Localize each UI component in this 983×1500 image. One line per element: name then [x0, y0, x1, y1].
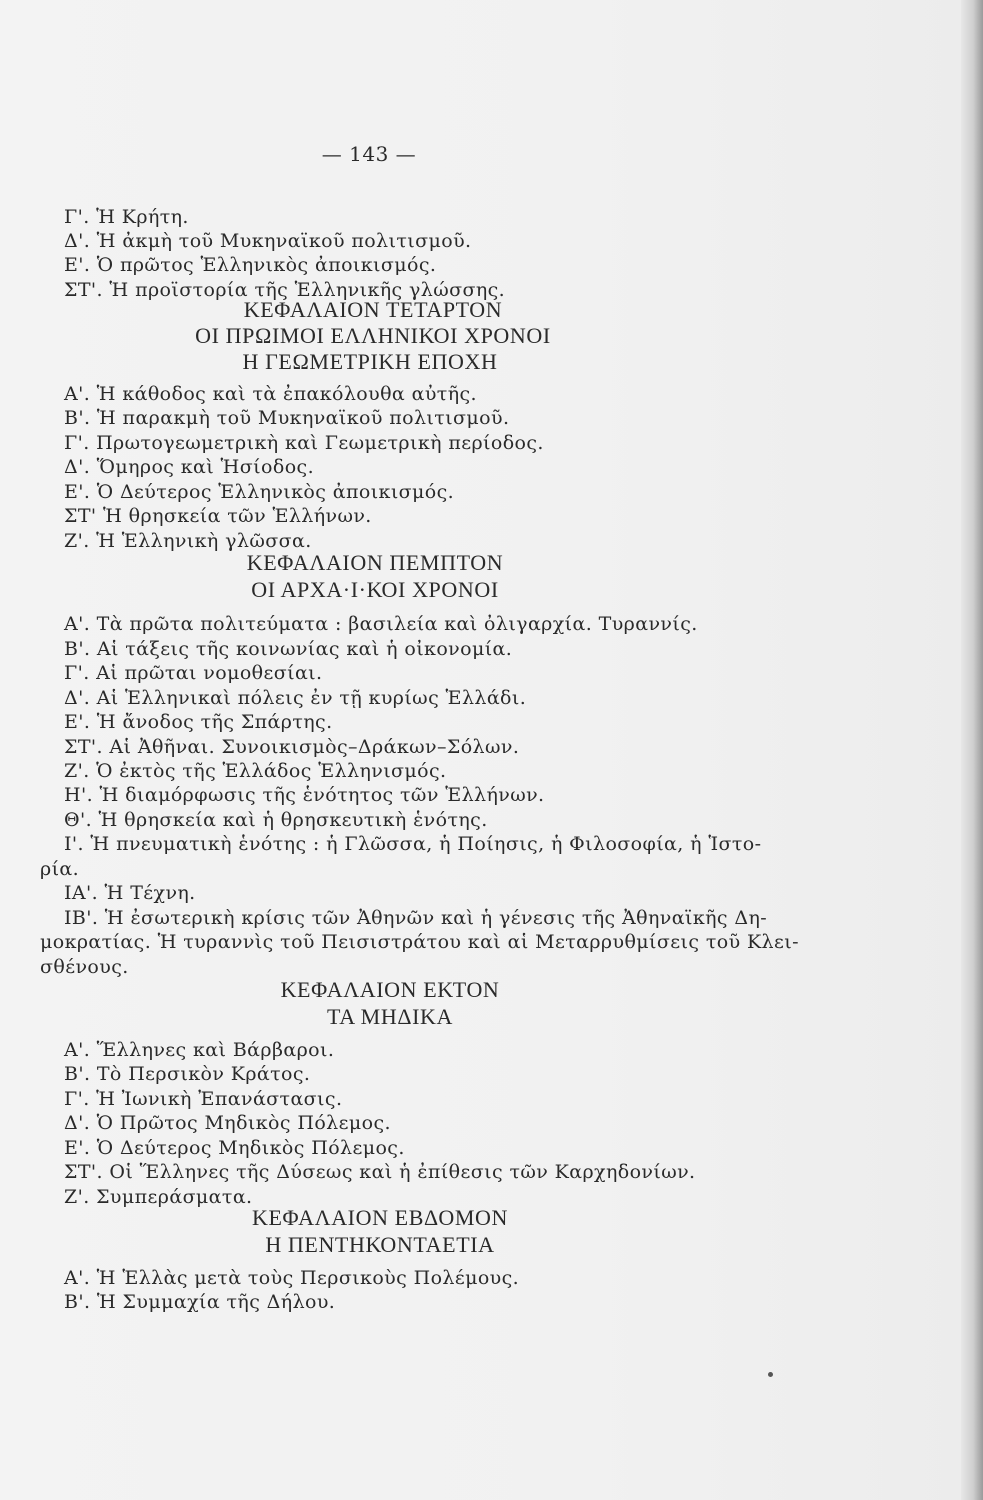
toc-entry: Ε'. Ἡ ἄνοδος τῆς Σπάρτης. [64, 711, 333, 733]
toc-entry: Α'. Ἡ κάθοδος καὶ τὰ ἐπακόλουθα αὐτῆς. [64, 383, 477, 405]
toc-entry: Δ'. Αἱ Ἑλληνικαὶ πόλεις ἐν τῇ κυρίως Ἑλλάδι. [64, 687, 527, 709]
toc-entry-continuation: σθένους. [40, 956, 129, 978]
toc-entry: ΙΒ'. Ἡ ἐσωτερικὴ κρίσις τῶν Ἀθηνῶν καὶ ἡ γένεσις τῆς Ἀθηναϊκῆς Δη- [64, 907, 768, 929]
print-speck [768, 1372, 773, 1377]
chapter-subheading: Η ΓΕΩΜΕΤΡΙΚΗ ΕΠΟΧΗ [242, 349, 498, 374]
toc-entry: Ι'. Ἡ πνευματικὴ ἑνότης : ἡ Γλῶσσα, ἡ Ποίησις, ἡ Φιλοσοφία, ἡ Ἱστο- [64, 833, 762, 855]
toc-entry: Η'. Ἡ διαμόρφωσις τῆς ἑνότητος τῶν Ἑλλήνων. [64, 784, 545, 806]
toc-entry: Θ'. Ἡ θρησκεία καὶ ἡ θρησκευτικὴ ἑνότης. [64, 809, 488, 831]
toc-entry: ΣΤ'. Ἡ προϊστορία τῆς Ἑλληνικῆς γλώσσης. [64, 279, 506, 301]
toc-entry: Ζ'. Ἡ Ἑλληνικὴ γλῶσσα. [64, 530, 312, 552]
toc-entry: Γ'. Αἱ πρῶται νομοθεσίαι. [64, 662, 323, 684]
toc-entry-continuation: ρία. [40, 858, 80, 880]
chapter-subheading: ΤΑ ΜΗΔΙΚΑ [327, 1004, 453, 1029]
chapter-heading: ΚΕΦΑΛΑΙΟΝ ΠΕΜΠΤΟΝ [246, 550, 504, 575]
chapter-subheading: ΟΙ ΑΡΧΑ·Ι·ΚΟΙ ΧΡΟΝΟΙ [251, 577, 499, 602]
page-edge-shadow [961, 0, 983, 1500]
toc-entry: Β'. Ἡ Συμμαχία τῆς Δήλου. [64, 1291, 336, 1313]
toc-entry: Β'. Τὸ Περσικὸν Κράτος. [64, 1063, 311, 1085]
toc-entry: Α'. Τὰ πρῶτα πολιτεύματα : βασιλεία καὶ ὀλιγαρχία. Τυραννίς. [64, 613, 698, 635]
page-number: — 143 — [321, 142, 417, 166]
toc-entry: Γ'. Ἡ Ἰωνικὴ Ἐπανάστασις. [64, 1088, 343, 1110]
toc-entry: ΣΤ' Ἡ θρησκεία τῶν Ἑλλήνων. [64, 505, 372, 527]
chapter-heading: ΚΕΦΑΛΑΙΟΝ ΕΒΔΟΜΟΝ [252, 1205, 508, 1230]
chapter-subheading: ΟΙ ΠΡΩΙΜΟΙ ΕΛΛΗΝΙΚΟΙ ΧΡΟΝΟΙ [195, 323, 551, 348]
toc-entry: Ε'. Ὁ πρῶτος Ἑλληνικὸς ἀποικισμός. [64, 254, 437, 276]
toc-entry: Δ'. Ὅμηρος καὶ Ἡσίοδος. [64, 456, 315, 478]
chapter-heading: ΚΕΦΑΛΑΙΟΝ ΤΕΤΑΡΤΟΝ [243, 297, 503, 322]
chapter-heading: ΚΕΦΑΛΑΙΟΝ ΕΚΤΟΝ [280, 977, 500, 1002]
toc-entry: Γ'. Πρωτογεωμετρικὴ καὶ Γεωμετρικὴ περίοδος. [64, 432, 544, 454]
chapter-subheading: Η ΠΕΝΤΗΚΟΝΤΑΕΤΙΑ [265, 1232, 495, 1257]
toc-entry: ΣΤ'. Οἱ Ἕλληνες τῆς Δύσεως καὶ ἡ ἐπίθεσις τῶν Καρχηδονίων. [64, 1161, 696, 1183]
toc-entry: Β'. Αἱ τάξεις τῆς κοινωνίας καὶ ἡ οἰκονομία. [64, 638, 513, 660]
toc-entry: Ζ'. Συμπεράσματα. [64, 1186, 253, 1208]
toc-entry: Α'. Ἡ Ἑλλὰς μετὰ τοὺς Περσικοὺς Πολέμους. [64, 1267, 520, 1289]
toc-entry: Ζ'. Ὁ ἐκτὸς τῆς Ἑλλάδος Ἑλληνισμός. [64, 760, 447, 782]
toc-entry: ΙΑ'. Ἡ Τέχνη. [64, 882, 196, 904]
toc-entry-continuation: μοκρατίας. Ἡ τυραννὶς τοῦ Πεισιστράτου καὶ αἱ Μεταρρυθμίσεις τοῦ Κλει- [40, 931, 799, 953]
toc-entry: Δ'. Ἡ ἀκμὴ τοῦ Μυκηναϊκοῦ πολιτισμοῦ. [64, 230, 472, 252]
toc-entry: Ε'. Ὁ Δεύτερος Ἑλληνικὸς ἀποικισμός. [64, 481, 455, 503]
toc-entry: Δ'. Ὁ Πρῶτος Μηδικὸς Πόλεμος. [64, 1112, 391, 1134]
toc-entry: Γ'. Ἡ Κρήτη. [64, 206, 189, 228]
toc-entry: Ε'. Ὁ Δεύτερος Μηδικὸς Πόλεμος. [64, 1137, 405, 1159]
toc-entry: ΣΤ'. Αἱ Ἀθῆναι. Συνοικισμὸς–Δράκων–Σόλων. [64, 736, 520, 758]
toc-entry: Β'. Ἡ παρακμὴ τοῦ Μυκηναϊκοῦ πολιτισμοῦ. [64, 407, 510, 429]
toc-entry: Α'. Ἕλληνες καὶ Βάρβαροι. [64, 1039, 335, 1061]
